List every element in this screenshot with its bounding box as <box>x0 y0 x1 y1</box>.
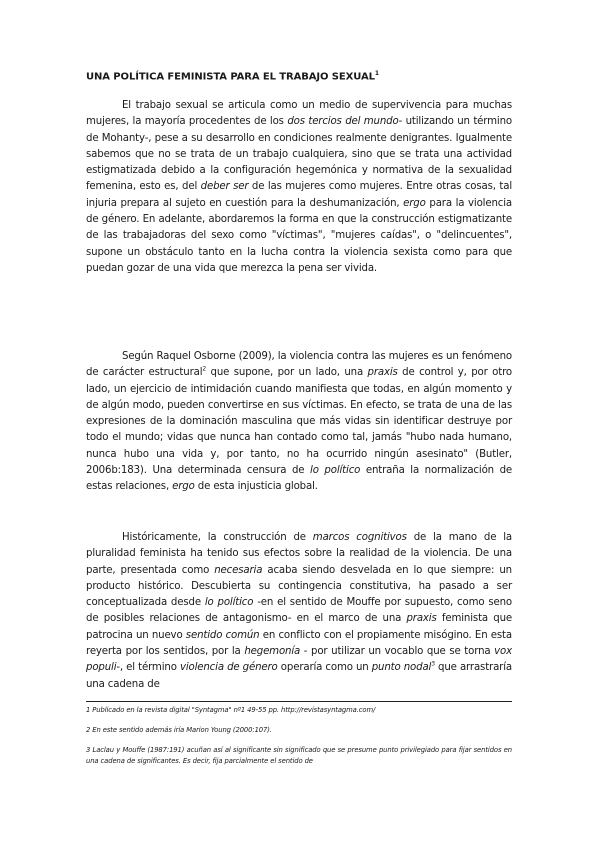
italic-text: vox populi <box>86 646 512 674</box>
text-run: -en el sentido de Mouffe por supuesto, como seno de posibles relaciones de antagonismo- en el marco de una <box>86 597 512 625</box>
italic-text: lo político <box>310 465 361 477</box>
italic-text: praxis <box>367 367 398 379</box>
text-run: operaría como un <box>277 662 372 674</box>
text-run: de esta injusticia global. <box>194 481 318 493</box>
footnote-ref-3: 3 <box>431 660 435 668</box>
text-run: entraña la normalización de estas relaciones, <box>86 465 513 493</box>
italic-text: sentido común <box>185 629 260 641</box>
text-run: que supone, por un lado, una <box>206 367 368 379</box>
text-run: que arrastraría una cadena de <box>86 662 512 690</box>
text-run: de las mujeres como mujeres. Entre otras cosas, tal injuria prepara al sujeto en cuestión para la deshumanización, <box>86 181 512 209</box>
text-run: UNA POLÍTICA FEMINISTA PARA EL TRABAJO SEXUAL <box>86 71 375 83</box>
footnote-3: 3 Laclau y Mouffe (1987:191) acuñan así al significante sin significado que se presume punto privilegiado para fijar sentidos en una cadena de significantes. Es decir, fija parcialmente el sentido de <box>86 746 512 765</box>
italic-text: deber ser <box>200 181 249 193</box>
text-run: - por utilizar un vocablo que se torna <box>300 646 495 658</box>
footnote-ref-1: 1 <box>374 70 379 77</box>
italic-text: necesaria <box>214 564 263 576</box>
footnote-divider <box>86 701 512 702</box>
italic-text: hegemonía <box>244 646 301 658</box>
italic-text: lo político <box>204 597 254 609</box>
italic-text: punto nodal <box>371 662 432 674</box>
text-run: para la violencia de género. En adelante, abordaremos la forma en que la construcción estigmatizante de las trabajadoras del sexo como "víctimas", "mujeres caídas", o "delincuentes", supone un obstáculo tanto en la lucha contra la violencia sexista como para que puedan gozar de una vida que merezca la pena ser vivida. <box>86 197 512 274</box>
paragraph-2 <box>86 349 512 496</box>
paragraph-1 <box>86 98 512 277</box>
italic-text: praxis <box>406 613 437 625</box>
text-run: de la mano de la pluralidad feminista ha tenido sus efectos sobre la realidad de la violencia. De una parte, presentada como <box>86 532 513 576</box>
italic-text: violencia de género <box>179 662 278 674</box>
text-run: acaba siendo desvelada en lo que siempre: un producto histórico. Descubierta su contingencia constitutiva, ha pasado a ser conceptualizada desde <box>86 564 512 609</box>
text-run: Históricamente, la construcción de <box>122 532 313 543</box>
paragraph-3 <box>86 530 512 693</box>
italic-text: ergo <box>172 481 195 493</box>
text-run: El trabajo sexual se articula como un medio de supervivencia para muchas mujeres, la mayoría procedentes de los <box>86 100 512 128</box>
footnote-2: 2 En este sentido además iría Marion Young (2000:107). <box>86 726 272 734</box>
footnote-1: 1 Publicado en la revista digital "Syntagma" nº1 49-55 pp. http://revistasyntagma.com/ <box>86 706 376 714</box>
text-run: feminista que patrocina un nuevo <box>86 613 513 641</box>
document-title <box>86 70 379 82</box>
footnote-ref-2: 2 <box>202 365 207 373</box>
italic-text: ergo <box>403 197 426 209</box>
text-run: de control y, por otro lado, un ejercicio de intimidación cuando manifiesta que todas, en algún momento y de algún modo, pueden convertirse en sus víctimas. En efecto, se trata de una de las expresiones de la dominación masculina que más vidas sin identificar destruye por todo el mundo; vidas que nunca han contado como tal, jamás "hubo nada humano, nunca hubo una vida y, por tanto, no ha ocurrido ningún asesinato" (Butler, 2006b:183). Una determinada censura de <box>86 367 512 477</box>
text-run: Según Raquel Osborne (2009), la violencia contra las mujeres es un fenómeno de carácter estructural <box>86 351 512 379</box>
text-run: - utilizando un término de Mohanty-, pese a su desarrollo en condiciones realmente denigrantes. Igualmente sabemos que no se trata de un trabajo cualquiera, sino que se trata una actividad estigmatizada debido a la configuración hegemónica y normativa de la sexualidad femenina, esto es, del <box>86 116 512 193</box>
italic-text: dos tercios del mundo <box>287 116 399 128</box>
italic-text: marcos cognitivos <box>312 532 407 543</box>
text-run: -, el término <box>116 662 180 674</box>
text-run: en conflicto con el propiamente misógino. En esta reyerta por los sentidos, por la <box>86 629 512 658</box>
